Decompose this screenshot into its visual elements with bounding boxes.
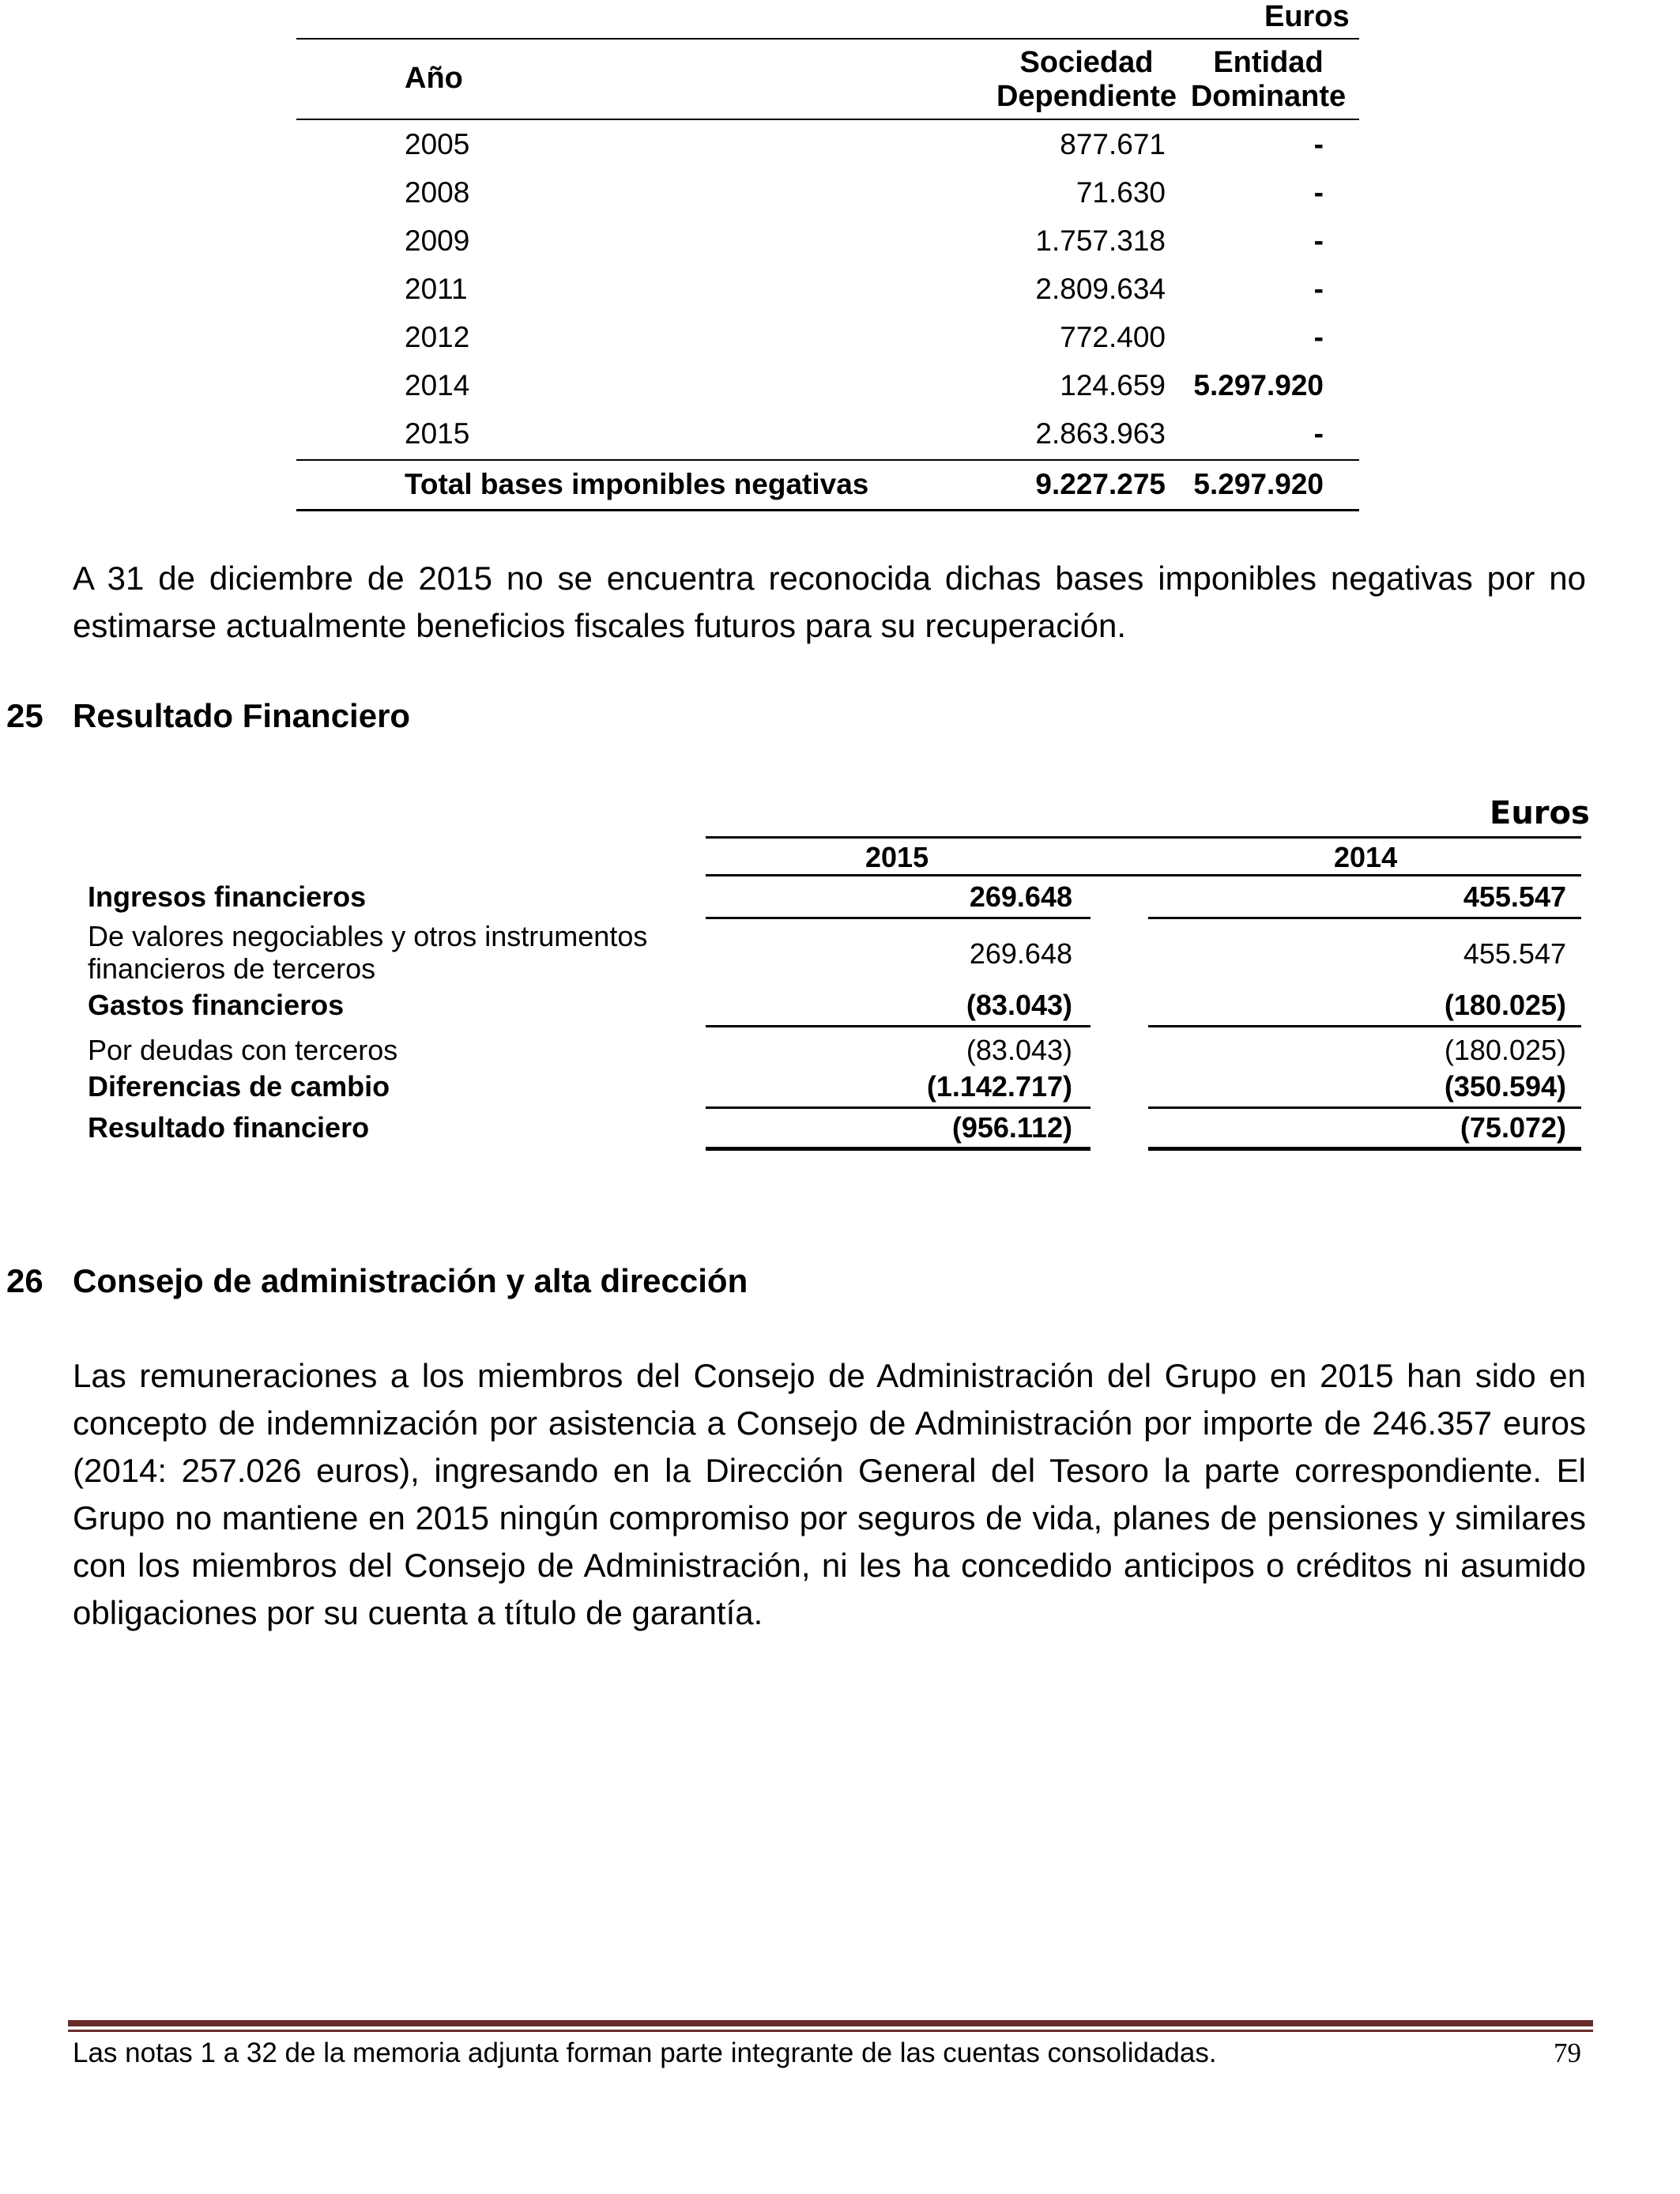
table-rule <box>706 1025 1090 1027</box>
value-2014: (350.594) <box>1444 1070 1566 1103</box>
table-rule <box>296 119 1359 120</box>
section-heading-25: 25 Resultado Financiero <box>6 697 411 734</box>
table-rule <box>706 1106 1090 1109</box>
table-row: 2008 71.630 - <box>405 176 1324 209</box>
row-label: Ingresos financieros <box>88 880 367 913</box>
table-row: 2011 2.809.634 - <box>405 273 1324 305</box>
table-rule <box>706 1147 1090 1151</box>
column-header-2015: 2015 <box>865 841 929 873</box>
section-heading-26: 26 Consejo de administración y alta dirección <box>6 1262 748 1299</box>
column-header-2014: 2014 <box>1334 841 1398 873</box>
row-label: Por deudas con terceros <box>88 1034 398 1066</box>
value-2015: (83.043) <box>966 1034 1072 1066</box>
row-label: Diferencias de cambio <box>88 1070 390 1103</box>
value-2014: 455.547 <box>1463 880 1566 913</box>
column-header-year: Año <box>405 62 463 95</box>
row-label: Gastos financieros <box>88 989 345 1021</box>
value-2014: (180.025) <box>1444 989 1566 1021</box>
value-2015: (1.142.717) <box>926 1070 1072 1103</box>
value-2015: 269.648 <box>969 880 1072 913</box>
value-2014: (75.072) <box>1460 1111 1566 1144</box>
table-rule <box>1148 1106 1581 1109</box>
footer-rule <box>68 2020 1593 2026</box>
table-unit-label: Euros <box>1490 795 1590 831</box>
table-rule <box>296 38 1359 40</box>
paragraph-board-remuneration: Las remuneraciones a los miembros del Consejo de Administración del Grupo en 2015 han sido en concepto de indemnización por asistencia a Consejo de Administración por importe de 246.357 euros (2014: 257.026 euros), ingresando en la Dirección General del Tesoro la parte correspondiente. El Grupo no mantiene en 2015 ningún compromiso por seguros de vida, planes de pensiones y similares con los miembros del Consejo de Administración, ni les ha concedido anticipos o créditos ni asumido obligaciones por su cuenta a título de garantía. <box>73 1357 1586 1631</box>
value-2014: 455.547 <box>1463 937 1566 970</box>
table-rule <box>706 874 1581 876</box>
table-rule <box>706 836 1581 839</box>
column-header-sociedad: Sociedad Dependiente <box>996 46 1177 113</box>
footer-note: Las notas 1 a 32 de la memoria adjunta forman parte integrante de las cuentas consolidadas. <box>73 2038 1217 2068</box>
row-label: Resultado financiero <box>88 1111 370 1144</box>
table-rule <box>296 459 1359 461</box>
value-2015: (83.043) <box>966 989 1072 1021</box>
table-row: 2012 772.400 - <box>405 321 1324 353</box>
row-label: De valores negociables y otros instrumentos financieros de terceros <box>88 920 648 985</box>
column-header-entidad: Entidad Dominante <box>1190 46 1347 113</box>
table-rule <box>1148 917 1581 919</box>
table-rule <box>706 917 1090 919</box>
table-row: 2009 1.757.318 - <box>405 224 1324 257</box>
table-unit-label: Euros <box>1264 0 1350 33</box>
value-2015: (956.112) <box>951 1111 1072 1144</box>
table-rule <box>1148 1147 1581 1151</box>
value-2015: 269.648 <box>969 937 1072 970</box>
table-row: 2015 2.863.963 - <box>405 417 1324 450</box>
paragraph-tax-note: A 31 de diciembre de 2015 no se encuentra reconocida dichas bases imponibles negativas por no estimarse actualmente beneficios fiscales futuros para su recuperación. <box>73 560 1586 644</box>
table-row: 2005 877.671 - <box>405 128 1324 160</box>
page-number: 79 <box>1554 2038 1581 2068</box>
table-rule <box>1148 1025 1581 1027</box>
value-2014: (180.025) <box>1444 1034 1566 1066</box>
footer-rule <box>68 2030 1593 2032</box>
table-rule <box>296 509 1359 511</box>
table-row: 2014 124.659 5.297.920 <box>405 369 1324 401</box>
